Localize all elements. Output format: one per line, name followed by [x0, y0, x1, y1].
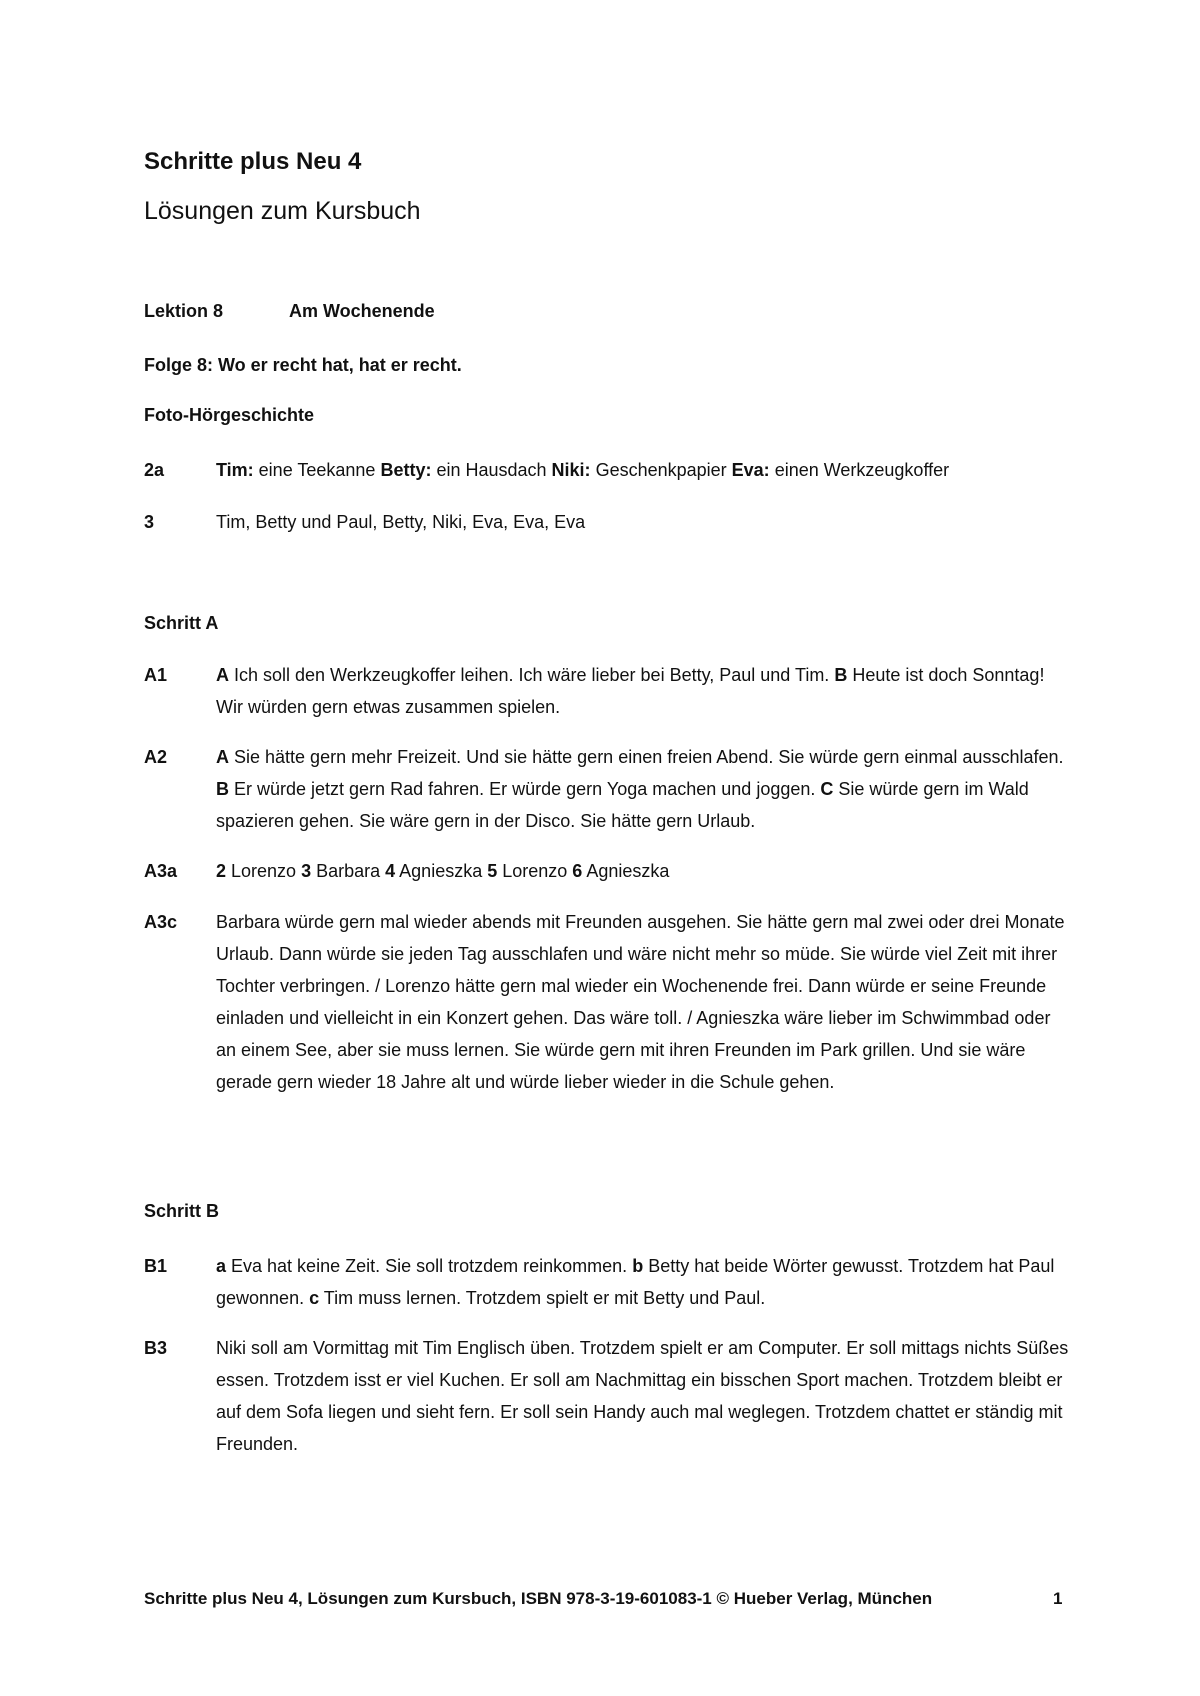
answer-text: Tim: eine Teekanne Betty: ein Hausdach Niki: Geschenkpapier Eva: einen Werkzeugkoffer	[216, 460, 950, 480]
bold-marker: b	[632, 1256, 644, 1276]
bold-marker: Tim:	[216, 460, 254, 480]
bold-marker: Niki:	[551, 460, 591, 480]
bold-marker: Eva:	[731, 460, 770, 480]
lektion-title: Am Wochenende	[289, 301, 435, 321]
bold-marker: 4	[385, 861, 396, 881]
section-heading-schritt-b: Schritt B	[144, 1201, 220, 1221]
folge-heading: Folge 8: Wo er recht hat, hat er recht.	[144, 355, 462, 375]
answer-label: A3a	[144, 861, 178, 881]
page-number: 1	[1053, 1589, 1063, 1608]
answer-label: B1	[144, 1256, 168, 1276]
document-title: Schritte plus Neu 4	[144, 148, 362, 175]
bold-marker: c	[309, 1288, 320, 1308]
bold-marker: 5	[487, 861, 498, 881]
answer-label: B3	[144, 1338, 168, 1358]
bold-marker: 6	[572, 861, 583, 881]
bold-marker: B	[834, 665, 848, 685]
bold-marker: C	[820, 779, 834, 799]
section-heading-foto: Foto-Hörgeschichte	[144, 405, 315, 425]
document-subtitle: Lösungen zum Kursbuch	[144, 197, 421, 225]
lektion-label: Lektion 8	[144, 301, 224, 321]
answer-text: Niki soll am Vormittag mit Tim Englisch üben. Trotzdem spielt er am Computer. Er soll mittags nichts Süßes essen. Trotzdem isst er viel Kuchen. Er soll am Nachmittag ein bisschen Sport machen. Trotzdem bleibt er auf dem Sofa liegen und sieht fern. Er soll sein Handy auch mal weglegen. Trotzdem chattet er ständig mit Freunden.	[216, 1338, 1069, 1454]
page-footer: Schritte plus Neu 4, Lösungen zum Kursbuch, ISBN 978-3-19-601083-1 © Hueber Verlag, München	[144, 1589, 933, 1608]
bold-marker: 3	[301, 861, 312, 881]
answer-label: A1	[144, 665, 168, 685]
bold-marker: A	[216, 665, 229, 685]
answer-text: Barbara würde gern mal wieder abends mit Freunden ausgehen. Sie hätte gern mal zwei oder drei Monate Urlaub. Dann würde sie jeden Tag ausschlafen und wäre nicht mehr so müde. Sie würde viel Zeit mit ihrer Tochter verbringen. / Lorenzo hätte gern mal wieder ein Wochenende frei. Dann würde er seine Freunde einladen und vielleicht in ein Konzert gehen. Das wäre toll. / Agnieszka wäre lieber im Schwimmbad oder an einem See, aber sie muss lernen. Sie würde gern mit ihren Freunden im Park grillen. Und sie wäre gerade gern wieder 18 Jahre alt und würde lieber wieder in die Schule gehen.	[216, 912, 1065, 1092]
bold-marker: Betty:	[380, 460, 432, 480]
answer-text: A Sie hätte gern mehr Freizeit. Und sie hätte gern einen freien Abend. Sie würde gern einmal ausschlafen. B Er würde jetzt gern Rad fahren. Er würde gern Yoga machen und joggen. C Sie würde gern im Wald spazieren gehen. Sie wäre gern in der Disco. Sie hätte gern Urlaub.	[216, 747, 1064, 831]
answer-label: A3c	[144, 912, 178, 932]
answer-label: 2a	[144, 460, 165, 480]
answer-label: 3	[144, 512, 155, 532]
answer-text: 2 Lorenzo 3 Barbara 4 Agnieszka 5 Lorenzo 6 Agnieszka	[216, 861, 670, 881]
bold-marker: 2	[216, 861, 227, 881]
answer-label: A2	[144, 747, 168, 767]
answer-text: a Eva hat keine Zeit. Sie soll trotzdem reinkommen. b Betty hat beide Wörter gewusst. Trotzdem hat Paul gewonnen. c Tim muss lernen. Trotzdem spielt er mit Betty und Paul.	[216, 1256, 1055, 1308]
answer-text: Tim, Betty und Paul, Betty, Niki, Eva, Eva, Eva	[216, 512, 586, 532]
answer-text: A Ich soll den Werkzeugkoffer leihen. Ich wäre lieber bei Betty, Paul und Tim. B Heute ist doch Sonntag! Wir würden gern etwas zusammen spielen.	[216, 665, 1045, 717]
bold-marker: a	[216, 1256, 227, 1276]
bold-marker: A	[216, 747, 229, 767]
section-heading-schritt-a: Schritt A	[144, 613, 219, 633]
bold-marker: B	[216, 779, 229, 799]
